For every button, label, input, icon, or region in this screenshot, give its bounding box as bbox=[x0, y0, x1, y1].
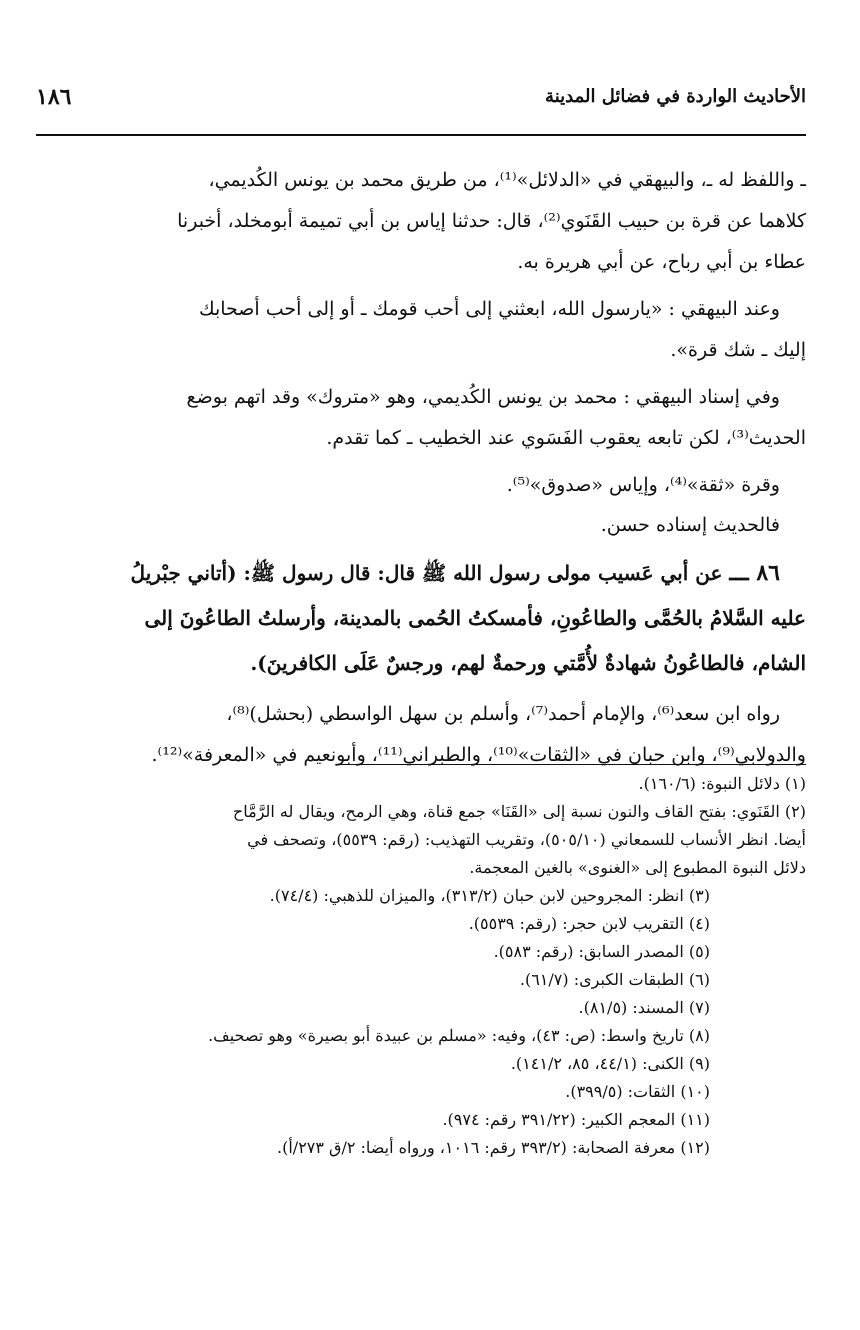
main-text bbox=[36, 160, 806, 782]
footnote: (٢) القَنَوي: بفتح القاف والنون نسبة إلى «القَنَا» جمع قناة، وهي الرمح، ويقال له الرَّمَّاح bbox=[232, 802, 806, 821]
hadith-number: ٨٦ ـــ bbox=[729, 560, 780, 586]
paragraph-narrators bbox=[36, 465, 806, 545]
text-line: الشام، فالطاعُونُ شهادةٌ لأُمَّتي ورحمةٌ لهم، ورجسٌ عَلَى الكافرينَ). bbox=[250, 651, 806, 675]
text-line: عطاء بن أبي رباح، عن أبي هريرة به. bbox=[517, 251, 806, 273]
text-line: وعند البيهقي : «يارسول الله، ابعثني إلى أحب قومك ـ أو إلى أحب أصحابك bbox=[198, 298, 780, 320]
text-line: ـ واللفظ له ـ، والبيهقي في «الدلائل»⁽¹⁾، من طريق محمد بن يونس الكُديمي، bbox=[208, 169, 806, 191]
footnote: (٧) المسند: (٨١/٥). bbox=[578, 998, 710, 1017]
footnote: (١) دلائل النبوة: (١٦٠/٦). bbox=[638, 774, 806, 793]
text-line: وفي إسناد البيهقي : محمد بن يونس الكُديمي، وهو «متروك» وقد اتهم بوضع bbox=[186, 386, 780, 408]
page-number: ١٨٦ bbox=[36, 84, 72, 110]
footnote-continuation: أيضا. انظر الأنساب للسمعاني (٥٠٥/١٠)، وتقريب التهذيب: (رقم: ٥٥٣٩)، وتصحف في bbox=[247, 830, 806, 849]
footnotes bbox=[36, 770, 806, 1162]
page-header bbox=[36, 86, 806, 116]
text-line: رواه ابن سعد⁽⁶⁾، والإمام أحمد⁽⁷⁾، وأسلم بن سهل الواسطي (بحشل)⁽⁸⁾، bbox=[226, 703, 780, 725]
footnote-continuation: دلائل النبوة المطبوع إلى «الغنوى» بالغين المعجمة. bbox=[469, 858, 806, 877]
text-line: فالحديث إسناده حسن. bbox=[600, 514, 780, 536]
footnote: (١٢) معرفة الصحابة: (٣٩٣/٢ رقم: ١٠١٦، ورواه أيضا: ٢/ق ٢٧٣/أ). bbox=[277, 1138, 710, 1157]
footnote: (١١) المعجم الكبير: (٣٩١/٢٢ رقم: ٩٧٤). bbox=[442, 1110, 710, 1129]
text-line: إليك ـ شك قرة». bbox=[670, 339, 806, 361]
footnote: (٥) المصدر السابق: (رقم: ٥٨٣). bbox=[493, 942, 710, 961]
text-line: عليه السَّلامُ بالحُمَّى والطاعُونِ، فأمسكتُ الحُمى بالمدينة، وأرسلتُ الطاعُونَ إلى bbox=[144, 606, 806, 630]
text-line: كلاهما عن قرة بن حبيب القَنَوي⁽²⁾، قال: حدثنا إياس بن أبي تميمة أبومخلد، أخبرنا bbox=[177, 210, 806, 232]
hadith-text bbox=[36, 551, 806, 686]
text-line: والدولابي⁽⁹⁾، وابن حبان في «الثقات»⁽¹⁰⁾، والطبراني⁽¹¹⁾، وأبونعيم في «المعرفة»⁽¹²⁾. bbox=[151, 744, 806, 766]
header-rule bbox=[36, 134, 806, 136]
paragraph-bayhaqi-wording bbox=[36, 289, 806, 371]
footnote: (٤) التقريب لابن حجر: (رقم: ٥٥٣٩). bbox=[468, 914, 710, 933]
footnote: (٣) انظر: المجروحين لابن حبان (٣١٣/٢)، والميزان للذهبي: (٧٤/٤). bbox=[269, 886, 710, 905]
text-line: عن أبي عَسيب مولى رسول الله ﷺ قال: قال رسول ﷺ: (أتاني جبْريلُ bbox=[130, 561, 723, 585]
footnote-rule bbox=[340, 764, 806, 765]
text-line: وقرة «ثقة»⁽⁴⁾، وإياس «صدوق»⁽⁵⁾. bbox=[506, 474, 780, 496]
paragraph-sources bbox=[36, 160, 806, 283]
footnote: (٨) تاريخ واسط: (ص: ٤٣)، وفيه: «مسلم بن عبيدة أبو بصيرة» وهو تصحيف. bbox=[208, 1026, 710, 1045]
footnote: (٦) الطبقات الكبرى: (٦١/٧). bbox=[519, 970, 710, 989]
paragraph-isnad bbox=[36, 377, 806, 459]
text-line: الحديث⁽³⁾، لكن تابعه يعقوب الفَسَوي عند الخطيب ـ كما تقدم. bbox=[326, 427, 806, 449]
running-title: الأحاديث الواردة في فضائل المدينة bbox=[545, 86, 806, 107]
footnote: (١٠) الثقات: (٣٩٩/٥). bbox=[565, 1082, 710, 1101]
footnote: (٩) الكنى: (٤٤/١، ٨٥، ١٤١/٢). bbox=[510, 1054, 710, 1073]
